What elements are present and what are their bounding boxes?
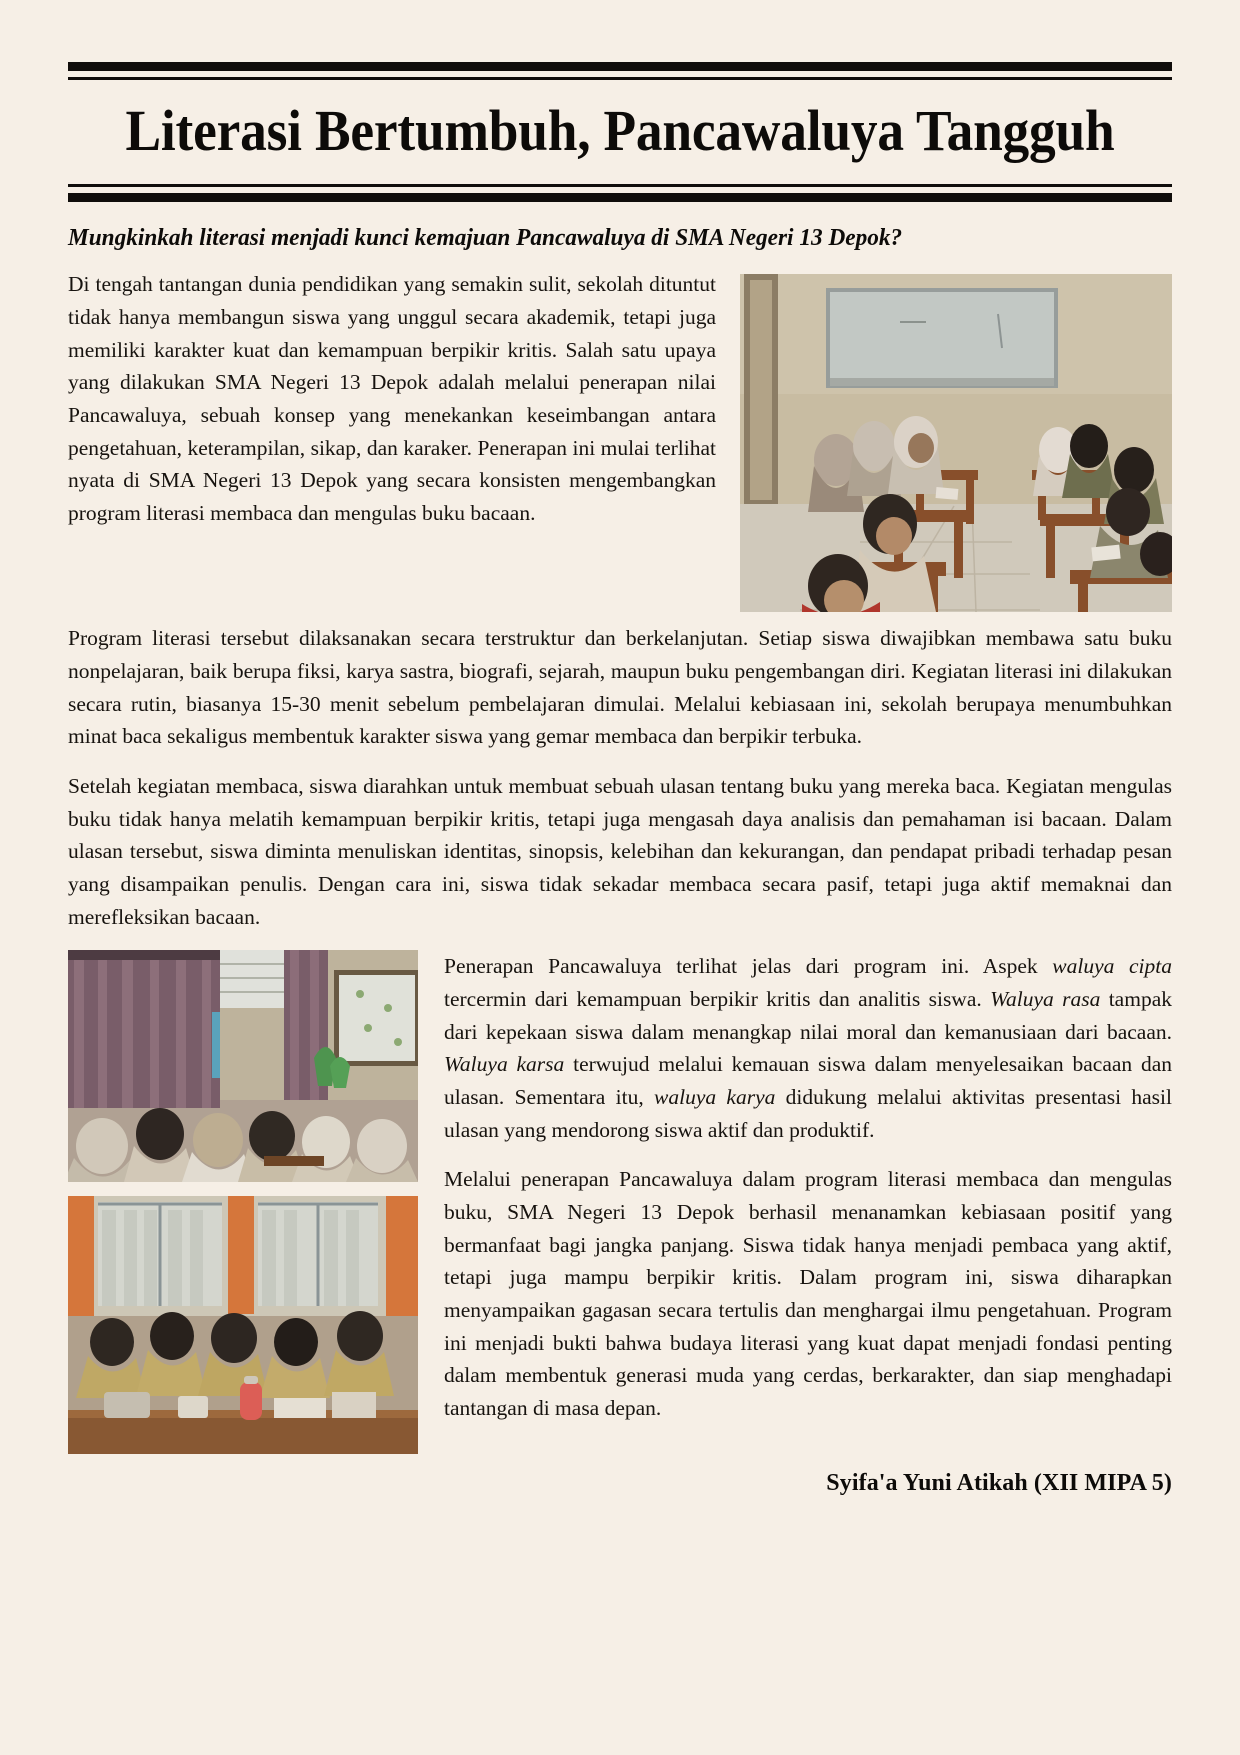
paragraph-1: Di tengah tantangan dunia pendidikan yang semakin sulit, sekolah dituntut tidak hanya membangun siswa yang unggul secara akademik, tetapi juga memiliki karakter kuat dan kemampuan berpikir kritis. Salah satu upaya yang dilakukan SMA Negeri 13 Depok adalah melalui penerapan nilai Pancawaluya, sebuah konsep yang menekankan keseimbangan antara pengetahuan, keterampilan, sikap, dan karaker. Penerapan ini mulai terlihat nyata di SMA Negeri 13 Depok yang secara konsisten mengembangkan program literasi membaca dan mengulas buku bacaan. xyxy=(68,272,716,525)
term-waluya-cipta: waluya cipta xyxy=(1052,954,1172,979)
paragraph-5: Melalui penerapan Pancawaluya dalam program literasi membaca dan mengulas buku, SMA Negeri 13 Depok berhasil menanamkan kebiasaan positif yang bermanfaat bagi jangka panjang. Siswa tidak hanya menjadi pembaca yang aktif, tetapi juga mampu berpikir kritis. Dalam program ini, siswa diharapkan menyampaikan gagasan secara tertulis dan menghargai ilmu pengetahuan. Program ini menjadi bukti bahwa budaya literasi yang kuat dapat menjadi fondasi penting dalam membentuk generasi muda yang cerdas, berkarakter, dan siap menghadapi tantangan di masa depan. xyxy=(444,1167,1172,1420)
paragraph-4 xyxy=(444,950,1172,1146)
lower-section xyxy=(68,950,1172,1454)
masthead-top-rules xyxy=(68,62,1172,80)
masthead xyxy=(68,62,1172,252)
article-deck: Mungkinkah literasi menjadi kunci kemajuan Pancawaluya di SMA Negeri 13 Depok? xyxy=(68,224,903,251)
rule-thick-bottom xyxy=(68,193,1172,202)
author-byline: Syifa'a Yuni Atikah (XII MIPA 5) xyxy=(826,1470,1172,1497)
rule-thick-top xyxy=(68,62,1172,71)
writing-photo-art xyxy=(68,1196,418,1454)
rule-thin-top xyxy=(68,77,1172,80)
term-waluya-karya: waluya karya xyxy=(654,1084,776,1109)
lead-section xyxy=(68,268,1172,622)
p4-seg1: Penerapan Pancawaluya terlihat jelas dari program ini. Aspek xyxy=(444,954,1053,979)
classroom-curtains-photo xyxy=(68,950,418,1182)
photo-stack xyxy=(68,950,418,1454)
classroom-photo-art xyxy=(740,274,1172,612)
classroom-students-reading-photo xyxy=(740,274,1172,612)
p4-seg4: terwujud melalui kemauan siswa dalam menyelesaikan bacaan dan ulasan. Sementara itu, xyxy=(444,1052,1173,1109)
lower-text-column xyxy=(444,950,1172,1454)
masthead-bottom-rules xyxy=(68,184,1172,202)
paragraph-3: Setelah kegiatan membaca, siswa diarahkan untuk membuat sebuah ulasan tentang buku yang mereka baca. Kegiatan mengulas buku tidak hanya melatih kemampuan berpikir kritis, tetapi juga mengasah daya analisis dan pemahaman isi bacaan. Dalam ulasan tersebut, siswa diminta menuliskan identitas, sinopsis, kelebihan dan kekurangan, dan pendapat pribadi terhadap pesan yang disampaikan penulis. Dengan cara ini, siswa tidak sekadar membaca secara pasif, tetapi juga aktif memaknai dan merefleksikan bacaan. xyxy=(68,773,1172,929)
paragraph-2: Program literasi tersebut dilaksanakan secara terstruktur dan berkelanjutan. Setiap siswa diwajibkan membawa satu buku nonpelajaran, baik berupa fiksi, karya sastra, biografi, sejarah, maupun buku pengembangan diri. Kegiatan literasi ini dilakukan secara rutin, biasanya 15-30 menit sebelum pembelajaran dimulai. Melalui kebiasaan ini, sekolah berupaya menumbuhkan minat baca sekaligus membentuk karakter siswa yang gemar membaca dan berpikir terbuka. xyxy=(68,626,1172,749)
curtains-photo-art xyxy=(68,950,418,1182)
students-writing-photo xyxy=(68,1196,418,1454)
p4-seg3: tampak dari kepekaan siswa dalam menangkap nilai moral dan kemanusiaan dari bacaan. xyxy=(444,986,1172,1044)
p4-seg2: tercermin dari kemampuan berpikir kritis dan analitis siswa. xyxy=(444,986,991,1011)
p4-seg5: didukung melalui aktivitas presentasi hasil ulasan yang mendorong siswa aktif dan produktif. xyxy=(444,1084,1173,1142)
term-waluya-rasa: Waluya rasa xyxy=(990,986,1101,1011)
term-waluya-karsa: Waluya karsa xyxy=(444,1052,565,1077)
page-title: Literasi Bertumbuh, Pancawaluya Tangguh xyxy=(125,98,1115,163)
